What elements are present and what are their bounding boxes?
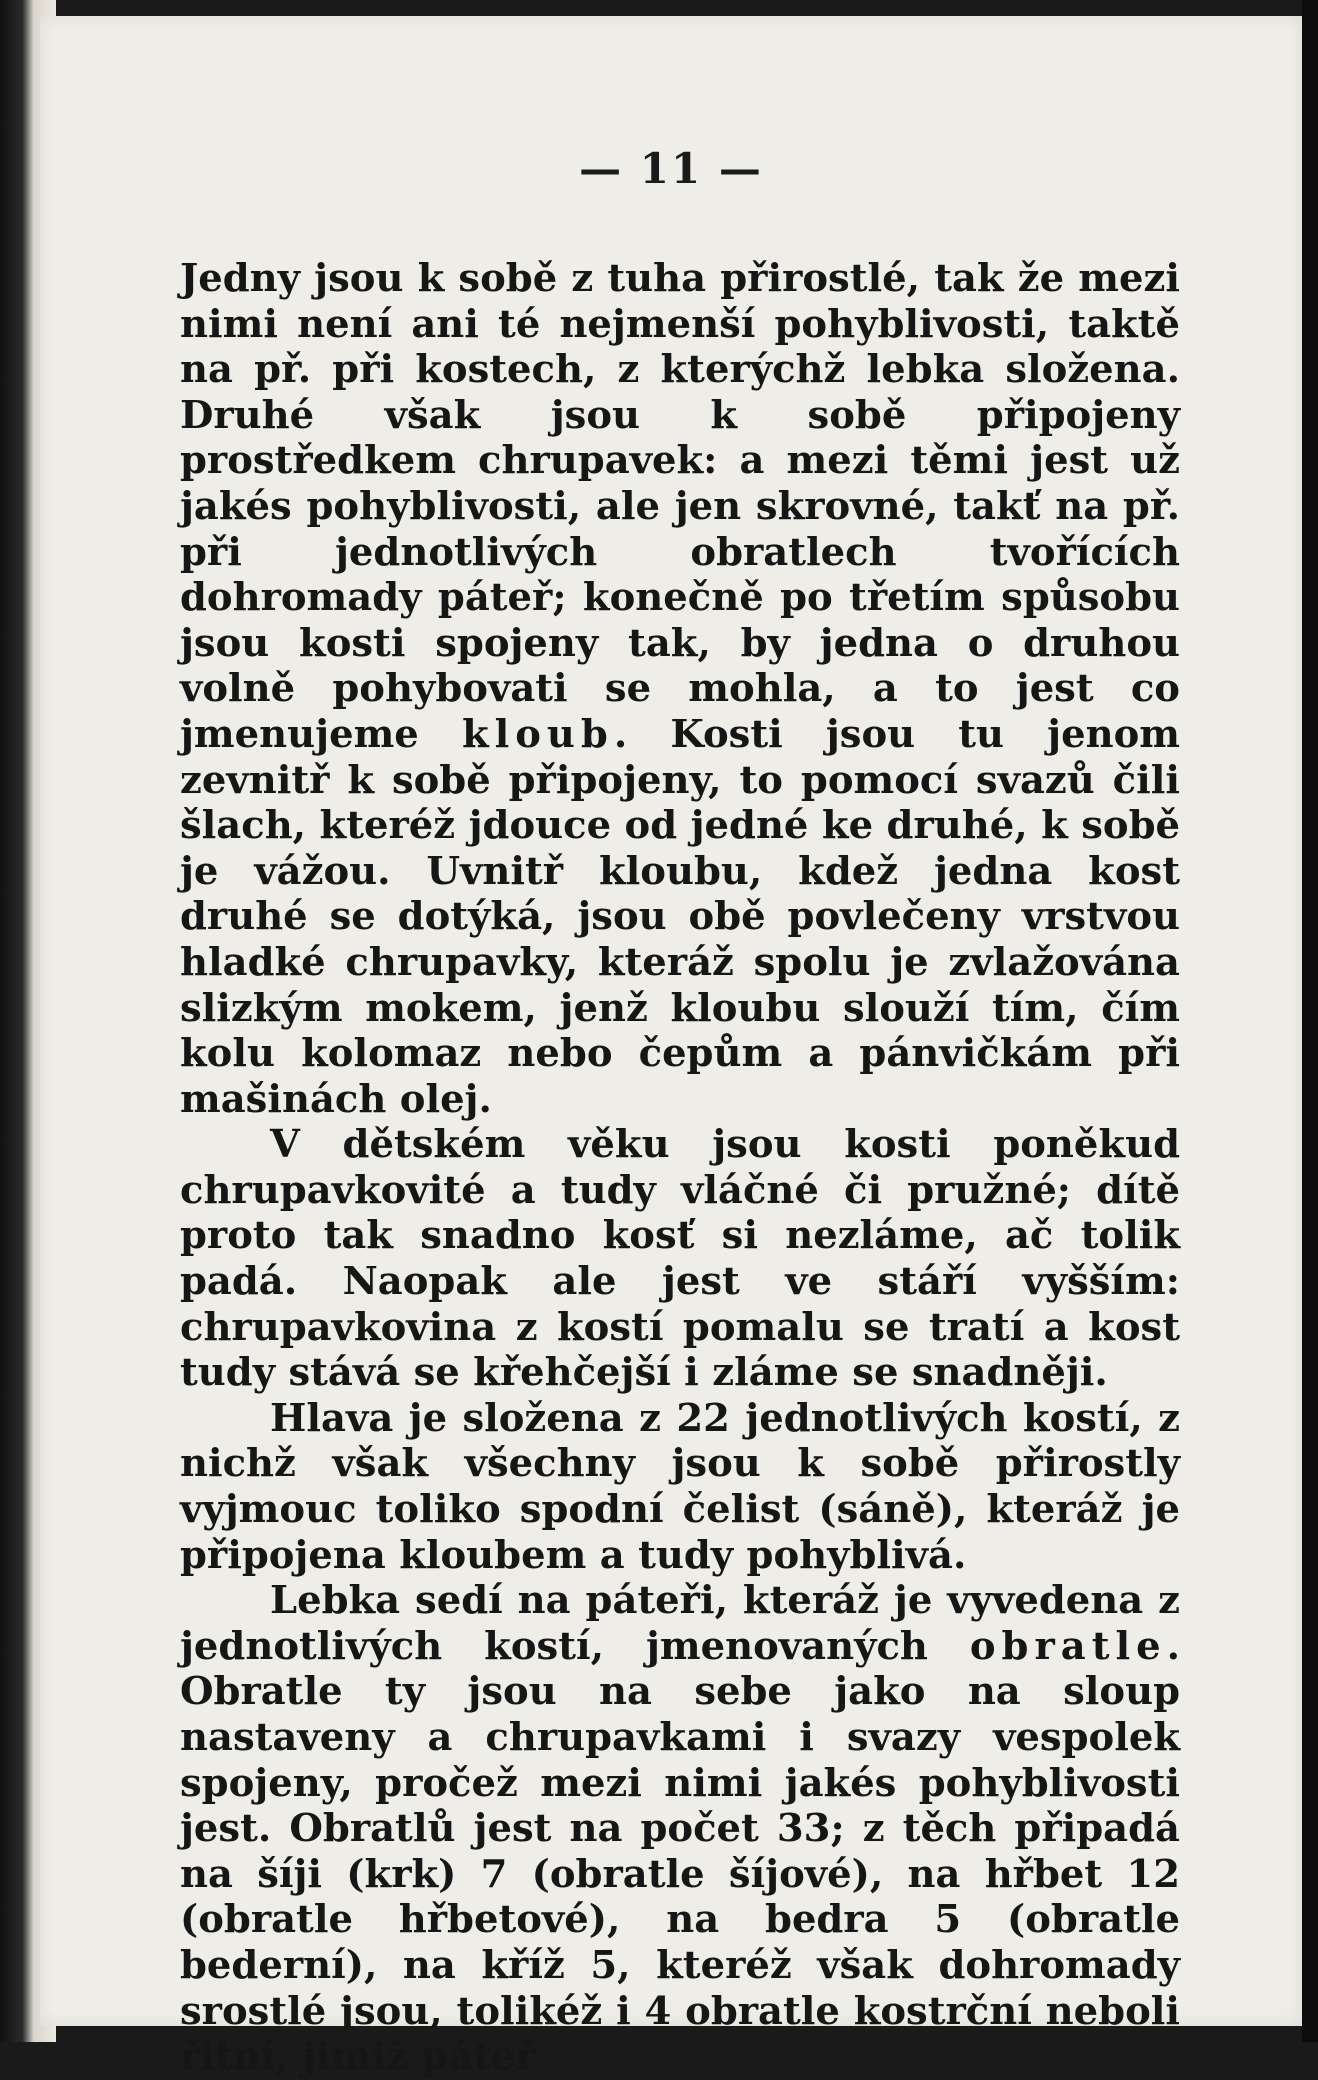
paragraph-head: Hlava je složena z 22 jednotlivých kostí, z nichž však všechny jsou k sobě přirostly vyjmouc toliko spodní čelist (sáně), kteráž je připojena kloubem a tudy pohyblivá.: [180, 1395, 1180, 1578]
page-right-edge: [1302, 0, 1318, 2042]
book-page: [40, 16, 1302, 2080]
paragraph-childhood: V dětském věku jsou kosti poněkud chrupavkovité a tudy vláčné či pružné; dítě proto tak snadno kosť si nezláme, ač tolik padá. Naopak ale jest ve stáří vyšším: chrupavkovina z kostí pomalu se tratí a kost tudy stává se křehčejší i zláme se snadněji.: [180, 1122, 1180, 1396]
paragraph-joints-text-1: Jedny jsou k sobě z tuha přirostlé, tak že mezi nimi není ani té nejmenší pohyblivosti, taktě na př. při kostech, z kterýchž lebka složena. Druhé však jsou k sobě připojeny prostředkem chrupavek: a mezi těmi jest už jakés pohyblivosti, ale jen skrovné, takť na př. při jednotlivých obratlech tvořících dohromady páteř; konečně po třetím spůsobu jsou kosti spojeny tak, by jedna o druhou volně pohybovati se mohla, a to jest co jmenujeme: [180, 256, 1180, 757]
paragraph-spine-text-1: Lebka sedí na páteři, kteráž je vyvedena z jednotlivých kostí, jmenovaných: [180, 1578, 1180, 1669]
page-number: — 11 —: [579, 144, 763, 193]
paragraph-spine: [180, 1578, 1180, 2080]
body-text: [180, 256, 1180, 2080]
paragraph-joints: [180, 256, 1180, 1122]
paragraph-joints-text-2: . Kosti jsou tu jenom zevnitř k sobě připojeny, to pomocí svazů čili šlach, kteréž jdouce od jedné ke druhé, k sobě je vážou. Uvnitř kloubu, kdež jedna kost druhé se dotýká, jsou obě povlečeny vrstvou hladké chrupavky, kteráž spolu je zvlažována slizkým mokem, jenž kloubu slouží tím, čím kolu kolomaz nebo čepům a pánvičkám při mašinách olej.: [180, 711, 1180, 1122]
term-kloub: kloub: [461, 711, 614, 757]
term-obratle: obratle: [969, 1623, 1167, 1669]
paragraph-spine-text-2: . Obratle ty jsou na sebe jako na sloup nastaveny a chrupavkami i svazy vespolek spojeny, pročež mezi nimi jakés pohyblivosti jest. Obratlů jest na počet 33; z těch připadá na šíji (krk) 7 (obratle šíjové), na hřbet 12 (obratle hřbetové), na bedra 5 (obratle bederní), na kříž 5, kteréž však dohromady srostlé jsou, tolikéž i 4 obratle kostrční neboli řitní, jimiž páteř: [180, 1623, 1180, 2080]
